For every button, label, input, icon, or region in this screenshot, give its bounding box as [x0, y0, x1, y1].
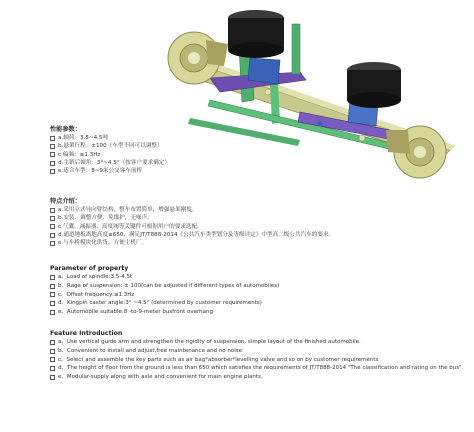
en-param-item: c、Offset frequency:≤1.3Hz	[50, 291, 470, 300]
cn-param-item: d.主销后倾角：3°~4.5°（按客户要求确定）	[50, 159, 470, 167]
cn-parameters-heading: 性能参数：	[50, 126, 81, 133]
brake-caliper-left	[206, 40, 228, 66]
en-param-item: d、Kingpin caster angle:3° ~4.5° (determined by customer requirements)	[50, 299, 470, 308]
cn-feature-item: a.采用立式导向臂结构，整车布置简单，增强悬架刚度。	[50, 206, 470, 214]
cn-feature-item: d.通道地板离地高度≤650，满足JT/T888-2014《公共汽车类型划分及等级评定》中型高二级公共汽车的要求。	[50, 231, 470, 239]
checkbox-icon	[50, 224, 55, 229]
checkbox-icon	[50, 357, 55, 362]
checkbox-icon	[50, 169, 55, 174]
checkbox-icon	[50, 233, 55, 238]
cn-feature-item: c.气囊、减振器、高度阀等关键件可根据用户的要求选配。	[50, 223, 470, 231]
en-parameters-heading: Parameter of property	[50, 265, 129, 272]
checkbox-icon	[50, 349, 55, 354]
hub-center-left	[188, 52, 200, 64]
checkbox-icon	[50, 340, 55, 345]
cn-feature-item: e.与车桥模块化供货，方便主机厂。	[50, 239, 470, 247]
checkbox-icon	[50, 144, 55, 149]
checkbox-icon	[50, 292, 55, 297]
cn-param-item: c.偏频：≤1.3Hz	[50, 151, 470, 159]
cn-features-section	[50, 198, 470, 247]
checkbox-icon	[50, 284, 55, 289]
checkbox-icon	[50, 275, 55, 280]
cn-param-item: a.轴荷：3.5~4.5吨	[50, 134, 470, 142]
cn-param-item: e.适合车型：8~9米公交客车前桥	[50, 167, 470, 175]
cn-param-item: b.悬架行程：±100（车型不同可以调整）	[50, 142, 470, 150]
en-feature-item: d、The height of floor from the ground is less than 650 which satisfies the requirements of JT/T888-2014 "The classification and rating on the bus".	[50, 364, 470, 373]
en-param-item: a、Load of spindle:3.5-4.5t	[50, 273, 470, 282]
cn-parameters-section	[50, 126, 470, 175]
en-param-item: b、Rage of suspension: ± 100(can be adjusted if different types of automobiles)	[50, 282, 470, 291]
checkbox-icon	[50, 216, 55, 221]
blue-plate-left	[248, 58, 280, 84]
checkbox-icon	[50, 301, 55, 306]
checkbox-icon	[50, 241, 55, 246]
en-features-section	[50, 330, 470, 382]
cn-features-heading: 特点介绍：	[50, 198, 81, 205]
checkbox-icon	[50, 310, 55, 315]
shock-absorber	[292, 24, 300, 74]
checkbox-icon	[50, 208, 55, 213]
checkbox-icon	[50, 366, 55, 371]
checkbox-icon	[50, 136, 55, 141]
en-features-heading: Feature Introduction	[50, 330, 123, 337]
airbag-bottom-left	[228, 42, 284, 58]
en-parameters-section	[50, 265, 470, 317]
bolt	[265, 89, 271, 95]
airbag-bottom-right	[347, 92, 401, 108]
en-param-item: e、Automobile suitable:8 -to-9-meter busfront overhang	[50, 308, 470, 317]
en-feature-item: b、Convenient to install and adjust,free maintenance and no noise	[50, 347, 470, 356]
checkbox-icon	[50, 152, 55, 157]
en-feature-item: e、Modular-supply along with axle and convenient for main engine plants.	[50, 373, 470, 382]
en-feature-item: c、Select and assemble the key parts such as air bag*absorber*levelling valve and so on by customer requirements	[50, 356, 470, 365]
checkbox-icon	[50, 161, 55, 166]
cn-feature-item: b.安装、调整方便，免维护，无噪声。	[50, 214, 470, 222]
en-feature-item: a、Use vertical guide arm and strengthen the rigidity of suspension, simple layout of the finished automobile.	[50, 338, 470, 347]
checkbox-icon	[50, 375, 55, 380]
